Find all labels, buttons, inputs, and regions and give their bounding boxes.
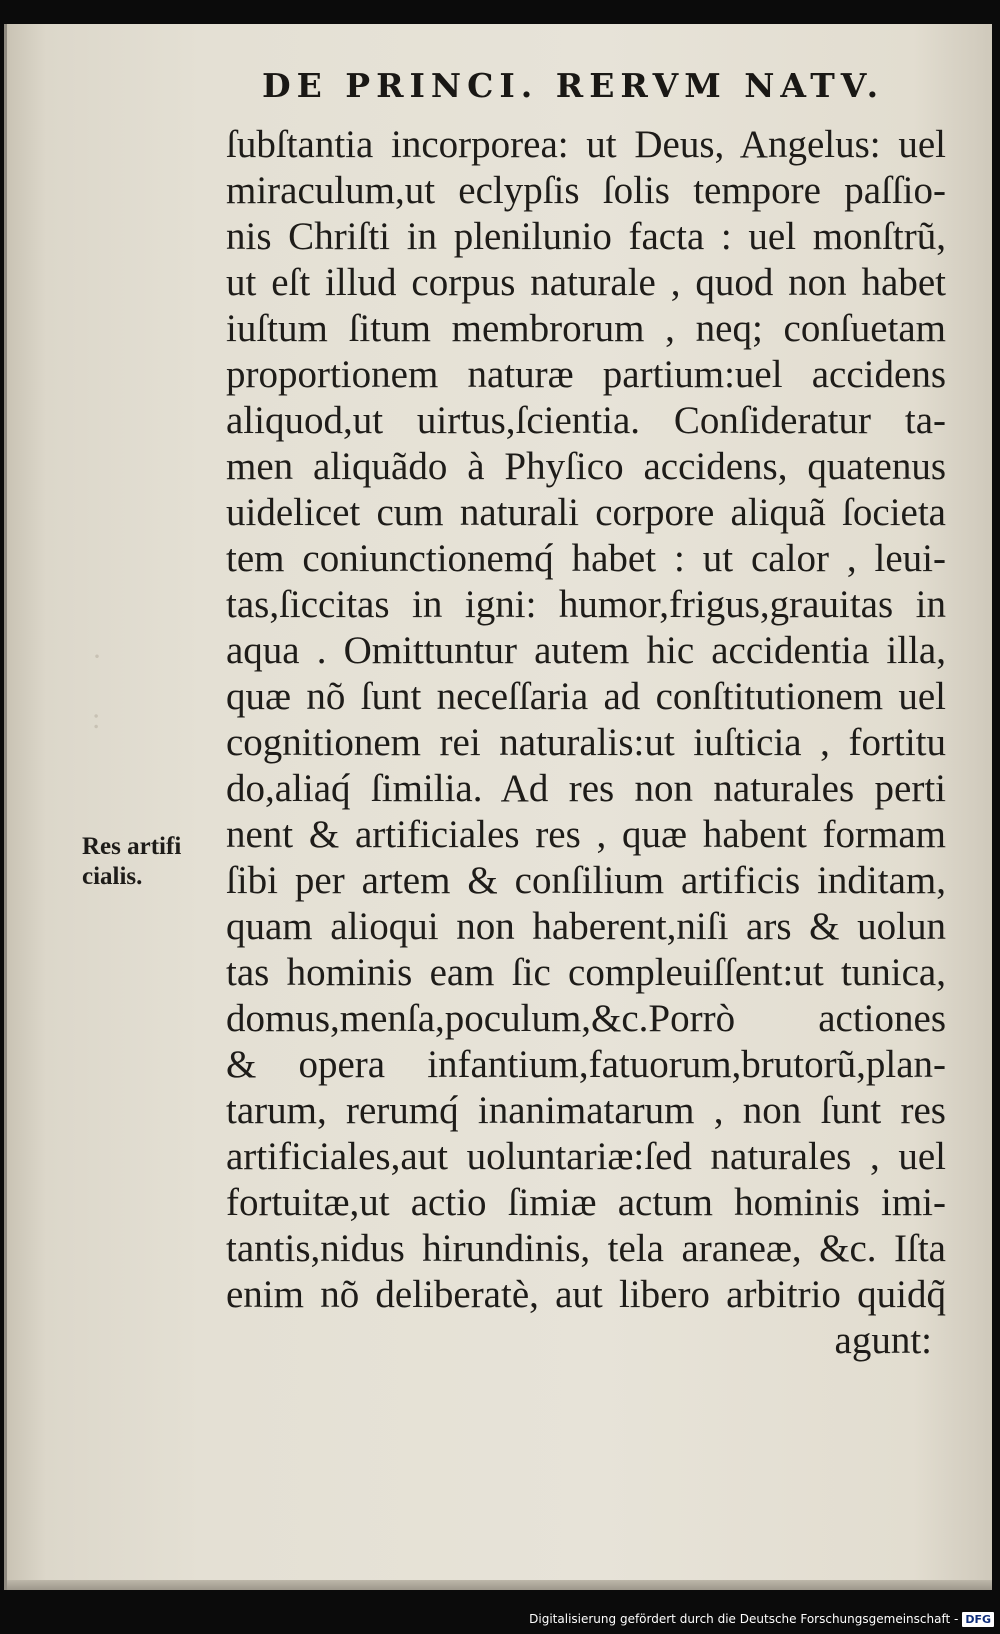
show-through-mark: · bbox=[92, 640, 102, 673]
marginal-note bbox=[82, 832, 222, 892]
body-text bbox=[226, 122, 946, 1364]
running-head: DE PRINCI. RERVM NATV. bbox=[262, 66, 885, 105]
text-line: tarum, rerumq́ inanimatarum , non ſunt res bbox=[226, 1089, 946, 1132]
text-line: domus,menſa,poculum,&c.Porrò actiones bbox=[226, 997, 946, 1040]
text-line: men aliquãdo à Phyſico accidens, quatenus bbox=[226, 445, 946, 488]
text-line: quam alioqui non haberent,niſi ars & uolun bbox=[226, 905, 946, 948]
text-line: uidelicet cum naturali corpore aliquã ſocieta bbox=[226, 491, 946, 534]
text-line: tas hominis eam ſic compleuiſſent:ut tunica, bbox=[226, 951, 946, 994]
text-line: miraculum,ut eclypſis ſolis tempore paſſio- bbox=[226, 169, 946, 212]
text-line: iuſtum ſitum membrorum , neq; conſuetam bbox=[226, 307, 946, 350]
marginal-note-line: Res artifi bbox=[82, 833, 182, 860]
footer-credit: Digitalisierung gefördert durch die Deutsche Forschungsgemeinschaft - bbox=[529, 1612, 959, 1626]
text-line: artificiales,aut uoluntariæ:ſed naturales , uel bbox=[226, 1135, 946, 1178]
text-line: cognitionem rei naturalis:ut iuſticia , fortitu bbox=[226, 721, 946, 764]
text-line: ſibi per artem & conſilium artificis inditam, bbox=[226, 859, 946, 902]
page-edge bbox=[7, 1580, 992, 1590]
text-line: aliquod,ut uirtus,ſcientia. Conſideratur ta- bbox=[226, 399, 946, 442]
text-line: enim nõ deliberatè, aut libero arbitrio quidq̃ bbox=[226, 1273, 946, 1316]
text-line: tantis,nidus hirundinis, tela araneæ, &c. Iſta bbox=[226, 1227, 946, 1270]
text-line: agunt: bbox=[834, 1319, 932, 1362]
text-line: ſubſtantia incorporea: ut Deus, Angelus: uel bbox=[226, 123, 946, 166]
text-line: aqua . Omittuntur autem hic accidentia illa, bbox=[226, 629, 946, 672]
text-line: quæ nõ ſunt neceſſaria ad conſtitutionem uel bbox=[226, 675, 946, 718]
text-line: proportionem naturæ partium:uel accidens bbox=[226, 353, 946, 396]
text-line: do,aliaq́ ſimilia. Ad res non naturales perti bbox=[226, 767, 946, 810]
marginal-note-line: cialis. bbox=[82, 863, 143, 890]
show-through-mark: : bbox=[92, 702, 101, 735]
digitization-footer bbox=[529, 1608, 994, 1630]
text-line: tem coniunctionemq́ habet : ut calor , leui- bbox=[226, 537, 946, 580]
text-line: & opera infantium,fatuorum,brutorũ,plan- bbox=[226, 1043, 946, 1086]
text-line: ut eſt illud corpus naturale , quod non habet bbox=[226, 261, 946, 304]
text-line: fortuitæ,ut actio ſimiæ actum hominis imi- bbox=[226, 1181, 946, 1224]
text-line: nent & artificiales res , quæ habent formam bbox=[226, 813, 946, 856]
text-line: tas,ſiccitas in igni: humor,frigus,grauitas in bbox=[226, 583, 946, 626]
dfg-logo: DFG bbox=[962, 1612, 994, 1627]
text-line: nis Chriſti in plenilunio facta : uel monſtrũ, bbox=[226, 215, 946, 258]
